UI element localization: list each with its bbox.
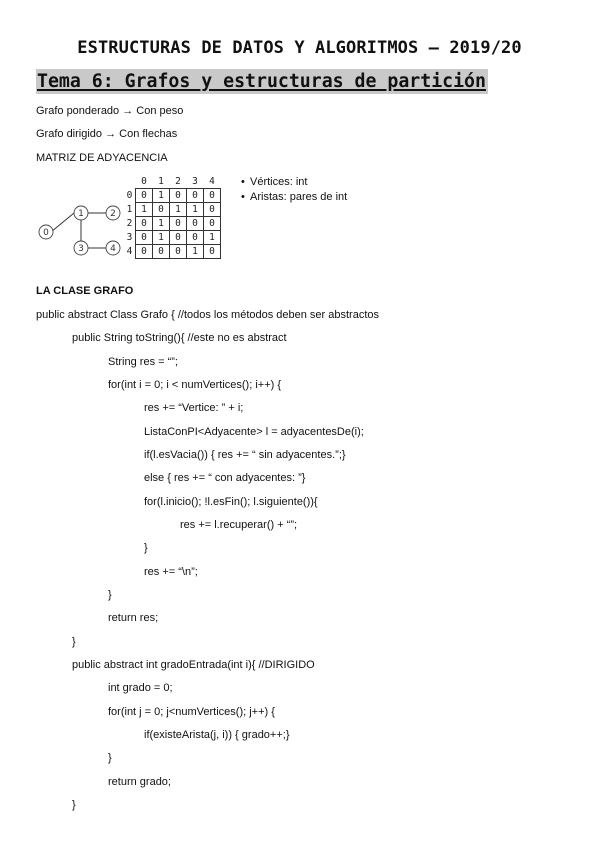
matrix-cell: 0 — [187, 189, 204, 203]
matrix-row — [124, 245, 221, 259]
code-line: public String toString(){ //este no es abstract — [72, 332, 287, 344]
class-heading: LA CLASE GRAFO — [36, 285, 134, 297]
matrix-cell: 0 — [204, 245, 221, 259]
code-line: } — [108, 589, 112, 601]
code-line: return res; — [108, 612, 159, 624]
code-line: } — [144, 542, 148, 554]
matrix-cell: 1 — [204, 231, 221, 245]
matrix-cell: 0 — [136, 189, 153, 203]
node-label: 2 — [110, 209, 116, 219]
matrix-cell: 0 — [204, 189, 221, 203]
matrix-col-header: 2 — [175, 176, 181, 187]
bullet-dot-icon: • — [241, 176, 245, 188]
matrix-cell: 0 — [204, 203, 221, 217]
code-line: for(int j = 0; j<numVertices(); j++) { — [108, 706, 275, 718]
code-line: for(l.inicio(); !l.esFin(); l.siguiente()){ — [144, 496, 318, 508]
matrix-cell: 0 — [204, 217, 221, 231]
matrix-row — [124, 231, 221, 245]
definition-directed: Grafo dirigido → Con flechas — [36, 128, 178, 140]
matrix-heading: MATRIZ DE ADYACENCIA — [36, 152, 168, 164]
code-line: String res = “”; — [108, 356, 178, 368]
matrix-col-header: 3 — [192, 176, 198, 187]
code-line: res += “\n”; — [144, 566, 198, 578]
matrix-cell: 0 — [170, 217, 187, 231]
definition-weighted: Grafo ponderado → Con peso — [36, 105, 184, 117]
node-label: 4 — [110, 244, 116, 254]
matrix-cell: 1 — [187, 203, 204, 217]
bullet-item: • Aristas: pares de int — [241, 191, 348, 203]
matrix-row-header: 2 — [126, 218, 133, 229]
matrix-row — [124, 217, 221, 231]
code-line: if(l.esVacia()) { res += “ sin adyacentes.”;} — [144, 449, 346, 461]
code-line: else { res += “ con adyacentes: ”} — [144, 472, 306, 484]
edge-0-1 — [51, 213, 74, 232]
matrix-row-header: 0 — [126, 190, 133, 201]
code-line: public abstract Class Grafo { //todos los métodos deben ser abstractos — [36, 309, 380, 321]
matrix-cell: 0 — [170, 231, 187, 245]
node-label: 3 — [78, 244, 84, 254]
matrix-row — [124, 189, 221, 203]
matrix-header-row — [124, 175, 221, 189]
matrix-row-header: 4 — [126, 246, 133, 257]
bullet-item: • Vértices: int — [241, 176, 308, 188]
matrix-cell: 0 — [187, 231, 204, 245]
matrix-row-header: 1 — [126, 204, 133, 215]
matrix-cell: 0 — [153, 203, 170, 217]
code-line: } — [108, 752, 112, 764]
graph-diagram — [36, 192, 130, 272]
section-title: Tema 6: Grafos y estructuras de partición — [37, 71, 486, 92]
matrix-cell: 1 — [153, 189, 170, 203]
node-label: 0 — [43, 228, 49, 238]
code-line: } — [72, 636, 76, 648]
code-line: int grado = 0; — [108, 682, 173, 694]
code-line: res += “Vertice: ” + i; — [144, 402, 244, 414]
matrix-cell: 0 — [170, 189, 187, 203]
code-line: if(existeArista(j, i)) { grado++;} — [144, 729, 290, 741]
code-line: public abstract int gradoEntrada(int i){ //DIRIGIDO — [72, 659, 315, 671]
bullet-dot-icon: • — [241, 191, 245, 203]
matrix-cell: 0 — [187, 217, 204, 231]
matrix-cell: 0 — [136, 245, 153, 259]
code-line: for(int i = 0; i < numVertices(); i++) { — [108, 379, 282, 391]
matrix-cell: 1 — [136, 203, 153, 217]
matrix-col-header: 1 — [158, 176, 164, 187]
matrix-cell: 1 — [170, 203, 187, 217]
document-title: ESTRUCTURAS DE DATOS Y ALGORITMOS – 2019/20 — [77, 38, 522, 58]
matrix-cell: 0 — [136, 231, 153, 245]
matrix-col-header: 4 — [209, 176, 215, 187]
matrix-cell: 1 — [153, 217, 170, 231]
matrix-cell: 1 — [187, 245, 204, 259]
code-line: return grado; — [108, 776, 171, 788]
bullet-list — [241, 175, 347, 205]
code-line: } — [72, 799, 76, 811]
matrix-row — [124, 203, 221, 217]
code-line: res += l.recuperar() + “”; — [180, 519, 298, 531]
matrix-col-header: 0 — [141, 176, 147, 187]
code-line: ListaConPI<Adyacente> l = adyacentesDe(i); — [144, 426, 364, 438]
matrix-cell: 0 — [170, 245, 187, 259]
node-label: 1 — [78, 209, 84, 219]
matrix-row-header: 3 — [126, 232, 133, 243]
matrix-cell: 1 — [153, 231, 170, 245]
matrix-cell: 0 — [153, 245, 170, 259]
matrix-cell: 0 — [136, 217, 153, 231]
adjacency-matrix — [124, 175, 221, 259]
